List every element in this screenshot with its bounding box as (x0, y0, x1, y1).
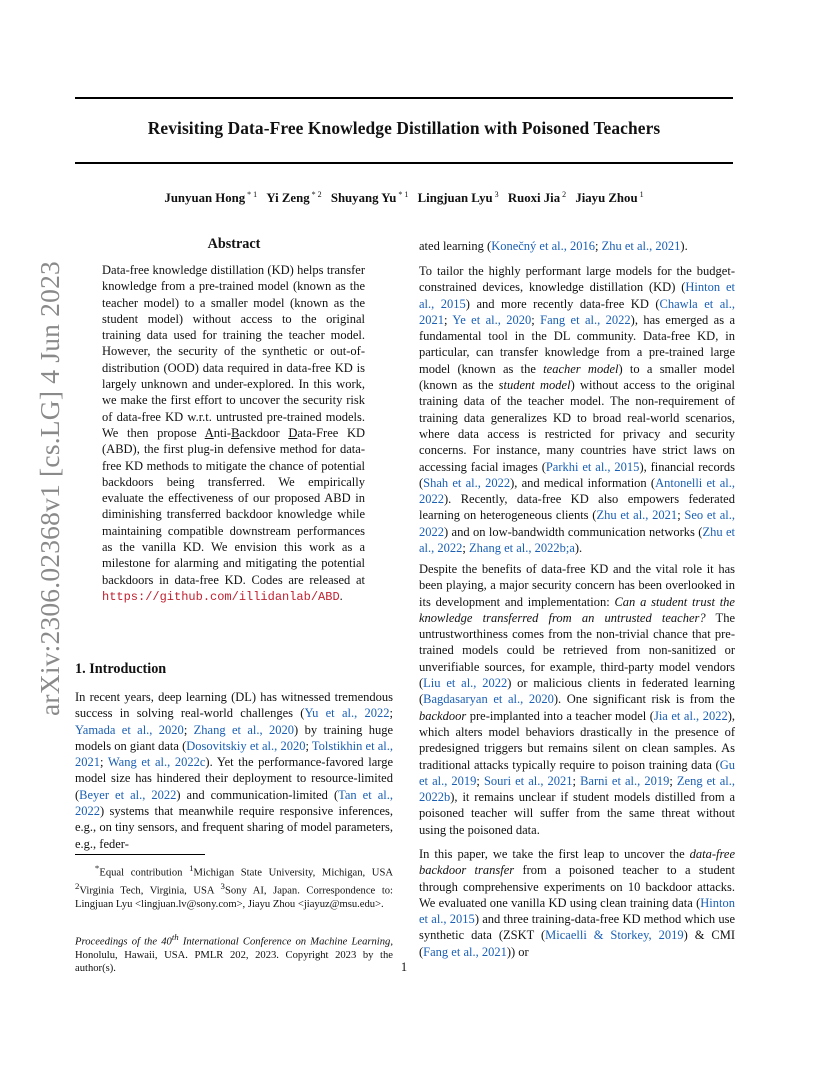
citation-link[interactable]: Zeng et al., 2022b (419, 773, 735, 805)
body-text: ) without access to the original training data of the teacher model. The non-requirement of training data generalizes KD to broad real-world scenarios, where data access is restricted for privacy and security concerns. For instance, many countries have strict laws on accessing facial images ( (419, 378, 735, 474)
citation-link[interactable]: Souri et al., 2021 (483, 773, 573, 788)
right-column-continuation: ated learning (Konečný et al., 2016; Zhu et al., 2021). (419, 239, 688, 253)
body-text: ; (677, 508, 685, 523)
citation-link[interactable]: Dosovitskiy et al., 2020 (186, 738, 306, 753)
citation-link[interactable]: Bagdasaryan et al., 2020 (423, 692, 554, 707)
citation-link[interactable]: Barni et al., 2019 (580, 773, 670, 788)
abstract-heading: Abstract (207, 236, 261, 252)
citation-link[interactable]: Hinton et al., 2015 (419, 895, 735, 927)
citation-link[interactable]: Beyer et al., 2022 (79, 787, 177, 802)
body-text: ) & CMI ( (419, 928, 735, 959)
citation-link[interactable]: Zhu et al., 2021 (601, 239, 681, 253)
body-text: ) and on low-bandwidth communication networks ( (444, 524, 703, 539)
citation-link[interactable]: Shah et al., 2022 (423, 475, 511, 490)
body-text: ; (572, 773, 581, 788)
paragraph-security-concern (419, 561, 735, 838)
body-text: )) or (506, 944, 529, 959)
body-text: ), has emerged as a fundamental tool in the DL community. Data-free KD, in particular, can transfer knowledge from a pre-trained large model (known as the (419, 312, 736, 376)
author: Junyuan Hong $^{* 1}$ (164, 190, 258, 206)
page-number: 1 (400, 960, 408, 974)
citation-link[interactable]: Fang et al., 2022 (540, 312, 631, 327)
body-text: ), it remains unclear if student models distilled from a poisoned teacher will suffer from the same threat without using the poisoned data. (419, 790, 735, 837)
body-text: from a poisoned teacher to a student through comprehensive experiments on 10 backdoor attacks. We evaluated one vanilla KD using clean training data ( (419, 863, 735, 910)
body-text: ; (476, 773, 484, 788)
author: Ruoxi Jia $^2$ (507, 190, 567, 206)
citation-link[interactable]: Micaelli & Storkey, 2019 (545, 928, 684, 943)
citation-link[interactable]: Konečný et al., 2016 (491, 239, 595, 253)
citation-link[interactable]: Hinton et al., 2015 (419, 280, 735, 311)
author: Lingjuan Lyu $^3$ (417, 190, 499, 206)
footnote: *Equal contribution $^1$Michigan State University, Michigan, USA $^2$Virginia Tech, Virginia, USA $^3$Sony AI, Japan. Correspondence to: Lingjuan Lyu <lingjuan.lv@sony.com>, Jiayu Zhou <jiayuz@msu.edu>. (75, 863, 394, 910)
body-text: ), financial records ( (419, 459, 735, 490)
paragraph-kd-motivation (419, 263, 735, 556)
citation-link[interactable]: Tan et al., 2022 (75, 787, 393, 819)
emphasis-text: Can a student trust the knowledge transferred from an untrusted teacher? (419, 594, 735, 625)
body-text: ) and three training-data-free KD method which use synthetic data (ZSKT ( (419, 912, 735, 943)
citation-link[interactable]: Antonelli et al., 2022 (419, 475, 736, 507)
body-text: In this paper, we take the first leap to uncover the (419, 847, 690, 861)
body-text: ; (462, 541, 470, 556)
body-text: ; (669, 773, 677, 788)
body-text: ) to a smaller model (known as the (419, 361, 735, 393)
citation-link[interactable]: Parkhi et al., 2015 (545, 459, 640, 474)
emphasis-text: teacher model (543, 361, 619, 376)
author: Shuyang Yu $^{* 1}$ (330, 190, 409, 206)
body-text: pre-implanted into a teacher model ( (466, 708, 654, 723)
citation-link[interactable]: Wang et al., 2022c (107, 755, 206, 770)
top-rule (75, 97, 733, 99)
introduction-paragraph: In recent years, deep learning (DL) has witnessed tremendous success in solving real-world challenges (Yu et al., 2022; Yamada et al., 2020; Zhang et al., 2020) by training huge models on giant data (Dosovitskiy et al., 2020; Tolstikhin et al., 2021; Wang et al., 2022c). Yet the performance-favored large model size has hindered their deployment to resource-limited (Beyer et al., 2022) and communication-limited (Tan et al., 2022) systems that meanwhile require responsive inferences, e.g., on tiny sensors, and frequent sharing of model parameters, e.g., feder- (75, 690, 394, 851)
citation-link[interactable]: Chawla et al., 2021 (419, 296, 735, 327)
paragraph-contribution (419, 846, 735, 960)
citation-link[interactable]: Liu et al., 2022 (423, 676, 508, 691)
author: Yi Zeng $^{* 2}$ (266, 190, 322, 206)
body-text: ) and more recently data-free KD ( (465, 296, 660, 311)
body-text: ; (531, 312, 541, 327)
citation-link[interactable]: Tolstikhin et al., 2021 (75, 738, 394, 770)
citation-link[interactable]: Zhu et al., 2021 (596, 508, 678, 523)
citation-link[interactable]: Yamada et al., 2020 (75, 722, 184, 737)
emphasis-text: backdoor (419, 708, 467, 723)
body-text: ; (444, 312, 453, 327)
citation-link[interactable]: Zhang et al., 2022b;a (469, 541, 575, 556)
citation-link[interactable]: Gu et al., 2019 (419, 757, 735, 788)
body-text: To tailor the highly performant large models for the budget-constrained devices, knowledge distillation (KD) ( (419, 264, 735, 295)
citation-link[interactable]: Seo et al., 2022 (419, 508, 735, 539)
body-text: ). (574, 541, 583, 556)
abstract-text: Data-free knowledge distillation (KD) helps transfer knowledge from a pre-trained model (known as the teacher model) to a smaller model (known as the student model) without access to the original training data used for training the teacher model. However, the security of the synthetic or out-of-distribution (OOD) data required in data-free KD is largely unknown and under-explored. In this work, we make the first effort to uncover the security risk of data-free KD w.r.t. untrusted pre-trained models. We then propose Anti-Backdoor Data-Free KD (ABD), the first plug-in defensive method for data-free KD methods to mitigate the chance of potential backdoors being transferred. We empirically evaluate the effectiveness of our proposed ABD in diminishing transferred backdoor knowledge while maintaining compatible downstream performances as the vanilla KD. We envision this work as a milestone for alarming and mitigating the potential backdoors in data-free KD. Codes are released at https://github.com/illidanlab/ABD. (102, 263, 365, 604)
body-text: ). One significant risk is from the (553, 692, 735, 707)
proceedings-note: Proceedings of the 40th International Conference on Machine Learning, Honolulu, Hawaii, USA. PMLR 202, 2023. Copyright 2023 by the author(s). (75, 932, 393, 975)
citation-link[interactable]: Yu et al., 2022 (304, 706, 390, 721)
citation-link[interactable]: Fang et al., 2021 (423, 944, 507, 959)
title-bottom-rule (75, 162, 733, 164)
arxiv-identifier-stamp: arXiv:2306.02368v1 [cs.LG] 4 Jun 2023 (34, 261, 65, 716)
body-text: ). Recently, data-free KD also empowers federated learning on heterogeneous clients ( (419, 492, 735, 523)
body-text: The untrustworthiness comes from the non-trivial chance that pre-trained models could be retrieved from non-sanitized or unverifiable sources, for example, third-party model vendors ( (419, 610, 735, 691)
emphasis-text: data-free backdoor transfer (419, 847, 735, 878)
citation-link[interactable]: Zhang et al., 2020 (193, 722, 295, 737)
citation-link[interactable]: Zhu et al., 2022 (419, 524, 735, 556)
citation-link[interactable]: Jia et al., 2022 (653, 708, 728, 723)
body-text: ), and medical information ( (510, 475, 656, 490)
body-text: ) or malicious clients in federated learning ( (419, 676, 735, 707)
paper-title: Revisiting Data-Free Knowledge Distillation with Poisoned Teachers (147, 118, 661, 138)
author-list (75, 190, 733, 206)
footnote-rule (75, 854, 205, 855)
body-text: ), which alters model behaviors drastically in the presence of predesigned triggers but remains silent on clean samples. As traditional attacks typically require to poison training data ( (419, 708, 735, 772)
citation-link[interactable]: Ye et al., 2020 (452, 312, 532, 327)
code-link[interactable]: https://github.com/illidanlab/ABD (102, 589, 340, 604)
emphasis-text: student model (498, 378, 571, 393)
author: Jiayu Zhou $^1$ (575, 190, 644, 206)
body-text: Despite the benefits of data-free KD and the vital role it has been playing, a major security concern has been overlooked in its development and implementation: (419, 562, 735, 609)
section-heading-introduction: 1. Introduction (75, 661, 167, 677)
